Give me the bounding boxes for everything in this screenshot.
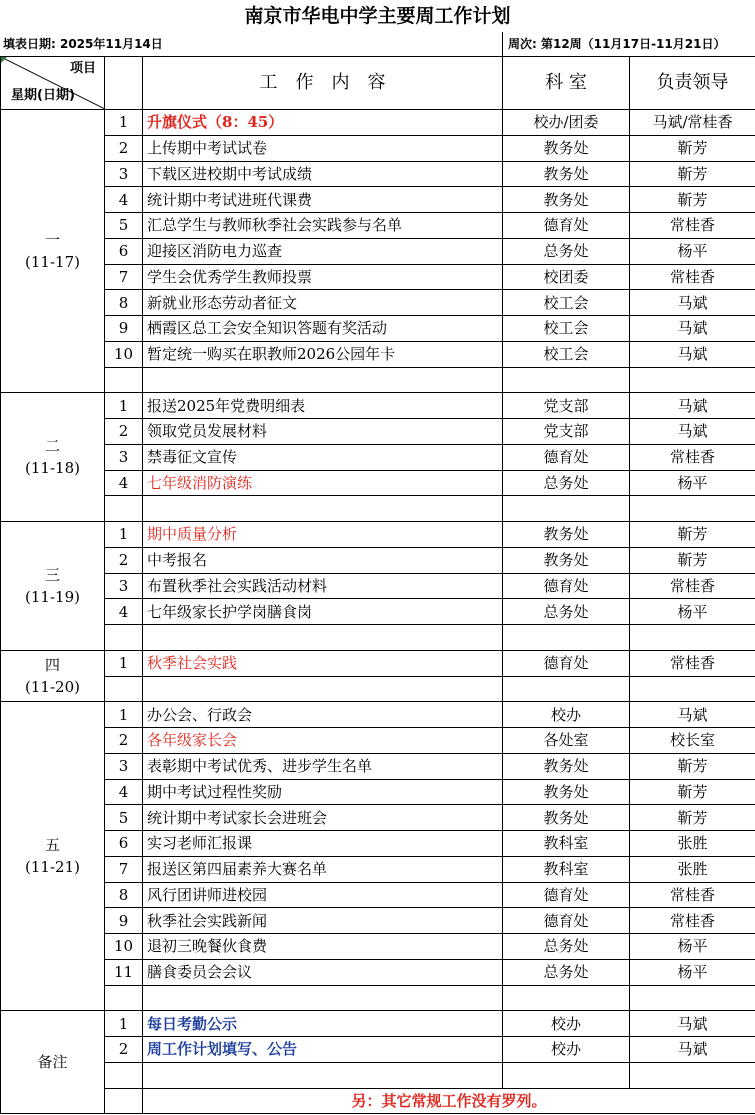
table-row bbox=[1, 264, 755, 290]
lead-cell: 马斌 bbox=[630, 393, 755, 419]
blank-cell bbox=[503, 496, 630, 522]
header-item-label: 项目 bbox=[69, 61, 96, 76]
task-cell: 风行团讲师进校园 bbox=[143, 882, 503, 908]
day-name: 五 bbox=[44, 836, 60, 855]
lead-cell: 杨平 bbox=[630, 238, 755, 264]
table-row bbox=[1, 161, 755, 187]
blank-row bbox=[1, 1062, 755, 1088]
page-title: 南京市华电中学主要周工作计划 bbox=[244, 5, 511, 27]
row-number: 5 bbox=[105, 213, 143, 239]
blank-cell bbox=[143, 496, 503, 522]
dept-cell: 党支部 bbox=[503, 419, 630, 445]
schedule-table bbox=[0, 56, 755, 1114]
blank-cell bbox=[105, 1088, 143, 1114]
task-cell: 实习老师汇报课 bbox=[143, 831, 503, 857]
remark-row bbox=[1, 1011, 755, 1037]
dept-cell: 总务处 bbox=[503, 238, 630, 264]
dept-cell: 校工会 bbox=[503, 316, 630, 342]
blank-cell bbox=[105, 1062, 143, 1088]
lead-cell: 马斌 bbox=[630, 316, 755, 342]
row-number: 3 bbox=[105, 753, 143, 779]
task-cell: 升旗仪式（8：45） bbox=[143, 110, 503, 136]
lead-cell: 靳芳 bbox=[630, 135, 755, 161]
dept-cell: 校工会 bbox=[503, 341, 630, 367]
day-date: (11-17) bbox=[25, 253, 80, 272]
dept-cell: 教务处 bbox=[503, 547, 630, 573]
row-number: 2 bbox=[105, 728, 143, 754]
task-cell: 栖霞区总工会安全知识答题有奖活动 bbox=[143, 316, 503, 342]
lead-cell: 靳芳 bbox=[630, 161, 755, 187]
blank-cell bbox=[105, 625, 143, 651]
task-cell: 期中考试过程性奖励 bbox=[143, 779, 503, 805]
task-cell: 办公会、行政会 bbox=[143, 702, 503, 728]
row-number: 6 bbox=[105, 238, 143, 264]
lead-cell: 马斌 bbox=[630, 1037, 755, 1063]
table-row bbox=[1, 650, 755, 676]
dept-cell: 教务处 bbox=[503, 779, 630, 805]
table-row bbox=[1, 393, 755, 419]
row-number: 1 bbox=[105, 1011, 143, 1037]
header-dept: 科 室 bbox=[503, 57, 630, 110]
dept-cell: 教务处 bbox=[503, 187, 630, 213]
footnote: 另：其它常规工作没有罗列。 bbox=[143, 1088, 755, 1114]
day-cell bbox=[1, 650, 105, 702]
blank-cell bbox=[630, 676, 755, 702]
row-number: 3 bbox=[105, 444, 143, 470]
table-row bbox=[1, 213, 755, 239]
task-cell: 统计期中考试家长会进班会 bbox=[143, 805, 503, 831]
blank-row bbox=[1, 985, 755, 1011]
blank-row bbox=[1, 496, 755, 522]
row-number: 2 bbox=[105, 547, 143, 573]
dept-cell: 校办 bbox=[503, 1037, 630, 1063]
row-number: 10 bbox=[105, 934, 143, 960]
task-cell: 中考报名 bbox=[143, 547, 503, 573]
task-cell: 退初三晚餐伙食费 bbox=[143, 934, 503, 960]
meta-divider bbox=[502, 32, 503, 56]
day-cell bbox=[1, 393, 105, 522]
table-row bbox=[1, 290, 755, 316]
dept-cell: 德育处 bbox=[503, 908, 630, 934]
dept-cell: 总务处 bbox=[503, 959, 630, 985]
remark-row bbox=[1, 1037, 755, 1063]
task-cell: 新就业形态劳动者征文 bbox=[143, 290, 503, 316]
dept-cell: 校办/团委 bbox=[503, 110, 630, 136]
blank-cell bbox=[143, 1062, 503, 1088]
schedule-body bbox=[1, 110, 755, 1114]
day-cell bbox=[1, 702, 105, 1011]
task-cell: 膳食委员会会议 bbox=[143, 959, 503, 985]
dept-cell: 总务处 bbox=[503, 934, 630, 960]
dept-cell: 德育处 bbox=[503, 213, 630, 239]
table-row bbox=[1, 882, 755, 908]
table-row bbox=[1, 522, 755, 548]
task-cell: 汇总学生与教师秋季社会实践参与名单 bbox=[143, 213, 503, 239]
blank-cell bbox=[105, 676, 143, 702]
table-row bbox=[1, 959, 755, 985]
table-row bbox=[1, 728, 755, 754]
dept-cell: 校办 bbox=[503, 702, 630, 728]
lead-cell: 靳芳 bbox=[630, 187, 755, 213]
table-row bbox=[1, 238, 755, 264]
row-number: 1 bbox=[105, 393, 143, 419]
lead-cell: 张胜 bbox=[630, 856, 755, 882]
task-cell: 七年级家长护学岗膳食岗 bbox=[143, 599, 503, 625]
table-row bbox=[1, 419, 755, 445]
remark-task-cell: 每日考勤公示 bbox=[143, 1011, 503, 1037]
day-date: (11-20) bbox=[25, 678, 80, 696]
table-row bbox=[1, 187, 755, 213]
day-date: (11-21) bbox=[25, 858, 80, 877]
row-number: 1 bbox=[105, 702, 143, 728]
day-cell bbox=[1, 522, 105, 651]
row-number: 5 bbox=[105, 805, 143, 831]
blank-cell bbox=[143, 625, 503, 651]
dept-cell: 校办 bbox=[503, 1011, 630, 1037]
row-number: 10 bbox=[105, 341, 143, 367]
day-cell bbox=[1, 110, 105, 393]
day-name: 二 bbox=[44, 437, 60, 456]
task-cell: 各年级家长会 bbox=[143, 728, 503, 754]
table-row bbox=[1, 753, 755, 779]
row-number: 9 bbox=[105, 908, 143, 934]
lead-cell: 靳芳 bbox=[630, 753, 755, 779]
lead-cell: 靳芳 bbox=[630, 522, 755, 548]
blank-cell bbox=[503, 985, 630, 1011]
task-cell: 迎接区消防电力巡查 bbox=[143, 238, 503, 264]
header-lead: 负责领导 bbox=[630, 57, 755, 110]
header-row bbox=[1, 57, 755, 110]
row-number: 7 bbox=[105, 856, 143, 882]
dept-cell: 教科室 bbox=[503, 831, 630, 857]
task-cell: 统计期中考试进班代课费 bbox=[143, 187, 503, 213]
blank-cell bbox=[503, 625, 630, 651]
row-number: 4 bbox=[105, 779, 143, 805]
table-row bbox=[1, 444, 755, 470]
table-row bbox=[1, 702, 755, 728]
row-number: 1 bbox=[105, 110, 143, 136]
dept-cell: 教务处 bbox=[503, 805, 630, 831]
lead-cell: 常桂香 bbox=[630, 213, 755, 239]
table-row bbox=[1, 470, 755, 496]
dept-cell: 各处室 bbox=[503, 728, 630, 754]
header-content: 工 作 内 容 bbox=[143, 57, 503, 110]
table-row bbox=[1, 805, 755, 831]
lead-cell: 杨平 bbox=[630, 934, 755, 960]
blank-cell bbox=[143, 985, 503, 1011]
blank-cell bbox=[105, 367, 143, 393]
lead-cell: 靳芳 bbox=[630, 547, 755, 573]
footnote-row bbox=[1, 1088, 755, 1114]
blank-cell bbox=[630, 1062, 755, 1088]
blank-cell bbox=[630, 625, 755, 651]
lead-cell: 马斌 bbox=[630, 290, 755, 316]
dept-cell: 德育处 bbox=[503, 650, 630, 676]
table-row bbox=[1, 341, 755, 367]
dept-cell: 校工会 bbox=[503, 290, 630, 316]
blank-cell bbox=[105, 496, 143, 522]
row-number: 11 bbox=[105, 959, 143, 985]
lead-cell: 靳芳 bbox=[630, 779, 755, 805]
lead-cell: 校长室 bbox=[630, 728, 755, 754]
task-cell: 秋季社会实践新闻 bbox=[143, 908, 503, 934]
task-cell: 报送区第四届素养大赛名单 bbox=[143, 856, 503, 882]
blank-cell bbox=[630, 496, 755, 522]
lead-cell: 马斌 bbox=[630, 419, 755, 445]
lead-cell: 常桂香 bbox=[630, 882, 755, 908]
lead-cell: 常桂香 bbox=[630, 908, 755, 934]
lead-cell: 马斌 bbox=[630, 702, 755, 728]
header-num-cell bbox=[105, 57, 143, 110]
blank-cell bbox=[143, 676, 503, 702]
blank-row bbox=[1, 625, 755, 651]
dept-cell: 教务处 bbox=[503, 161, 630, 187]
day-name: 三 bbox=[44, 565, 60, 584]
day-name: 四 bbox=[44, 656, 60, 674]
table-row bbox=[1, 110, 755, 136]
row-number: 2 bbox=[105, 419, 143, 445]
lead-cell: 张胜 bbox=[630, 831, 755, 857]
dept-cell: 教务处 bbox=[503, 135, 630, 161]
lead-cell: 杨平 bbox=[630, 470, 755, 496]
task-cell: 秋季社会实践 bbox=[143, 650, 503, 676]
dept-cell: 德育处 bbox=[503, 882, 630, 908]
row-number: 1 bbox=[105, 650, 143, 676]
day-date: (11-19) bbox=[25, 587, 80, 606]
dept-cell: 德育处 bbox=[503, 444, 630, 470]
day-date: (11-18) bbox=[25, 459, 80, 478]
task-cell: 领取党员发展材料 bbox=[143, 419, 503, 445]
lead-cell: 马斌 bbox=[630, 1011, 755, 1037]
table-row bbox=[1, 831, 755, 857]
table-row bbox=[1, 599, 755, 625]
row-number: 9 bbox=[105, 316, 143, 342]
task-cell: 暂定统一购买在职教师2026公园年卡 bbox=[143, 341, 503, 367]
blank-cell bbox=[503, 1062, 630, 1088]
blank-row bbox=[1, 367, 755, 393]
dept-cell: 教务处 bbox=[503, 522, 630, 548]
blank-cell bbox=[105, 985, 143, 1011]
lead-cell: 常桂香 bbox=[630, 650, 755, 676]
dept-cell: 教务处 bbox=[503, 753, 630, 779]
task-cell: 表彰期中考试优秀、进步学生名单 bbox=[143, 753, 503, 779]
blank-cell bbox=[503, 676, 630, 702]
row-number: 4 bbox=[105, 187, 143, 213]
lead-cell: 常桂香 bbox=[630, 444, 755, 470]
remarks-label: 备注 bbox=[1, 1011, 105, 1114]
dept-cell: 教科室 bbox=[503, 856, 630, 882]
lead-cell: 杨平 bbox=[630, 599, 755, 625]
table-row bbox=[1, 573, 755, 599]
row-number: 1 bbox=[105, 522, 143, 548]
dept-cell: 总务处 bbox=[503, 470, 630, 496]
blank-row bbox=[1, 676, 755, 702]
table-row bbox=[1, 908, 755, 934]
lead-cell: 杨平 bbox=[630, 959, 755, 985]
blank-cell bbox=[630, 985, 755, 1011]
row-number: 2 bbox=[105, 135, 143, 161]
task-cell: 上传期中考试试卷 bbox=[143, 135, 503, 161]
remark-task-cell: 周工作计划填写、公告 bbox=[143, 1037, 503, 1063]
lead-cell: 马斌 bbox=[630, 341, 755, 367]
table-row bbox=[1, 934, 755, 960]
dept-cell: 德育处 bbox=[503, 573, 630, 599]
lead-cell: 常桂香 bbox=[630, 264, 755, 290]
dept-cell: 校团委 bbox=[503, 264, 630, 290]
task-cell: 禁毒征文宣传 bbox=[143, 444, 503, 470]
blank-cell bbox=[143, 367, 503, 393]
header-day-label: 星期(日期) bbox=[11, 88, 75, 103]
row-number: 4 bbox=[105, 599, 143, 625]
fill-date: 填表日期: 2025年11月14日 bbox=[3, 37, 163, 51]
table-row bbox=[1, 316, 755, 342]
task-cell: 期中质量分析 bbox=[143, 522, 503, 548]
table-row bbox=[1, 547, 755, 573]
row-number: 7 bbox=[105, 264, 143, 290]
row-number: 8 bbox=[105, 882, 143, 908]
table-row bbox=[1, 779, 755, 805]
lead-cell: 马斌/常桂香 bbox=[630, 110, 755, 136]
dept-cell: 总务处 bbox=[503, 599, 630, 625]
lead-cell: 常桂香 bbox=[630, 573, 755, 599]
row-number: 2 bbox=[105, 1037, 143, 1063]
table-row bbox=[1, 856, 755, 882]
row-number: 8 bbox=[105, 290, 143, 316]
task-cell: 布置秋季社会实践活动材料 bbox=[143, 573, 503, 599]
header-diagonal-cell bbox=[1, 57, 105, 110]
row-number: 3 bbox=[105, 161, 143, 187]
row-number: 3 bbox=[105, 573, 143, 599]
lead-cell: 靳芳 bbox=[630, 805, 755, 831]
table-row bbox=[1, 135, 755, 161]
row-number: 4 bbox=[105, 470, 143, 496]
blank-cell bbox=[630, 367, 755, 393]
row-number: 6 bbox=[105, 831, 143, 857]
task-cell: 报送2025年党费明细表 bbox=[143, 393, 503, 419]
task-cell: 下载区进校期中考试成绩 bbox=[143, 161, 503, 187]
dept-cell: 党支部 bbox=[503, 393, 630, 419]
task-cell: 学生会优秀学生教师投票 bbox=[143, 264, 503, 290]
week-info: 周次: 第12周（11月17日-11月21日） bbox=[508, 37, 726, 51]
blank-cell bbox=[503, 367, 630, 393]
day-name: 一 bbox=[44, 231, 60, 250]
task-cell: 七年级消防演练 bbox=[143, 470, 503, 496]
